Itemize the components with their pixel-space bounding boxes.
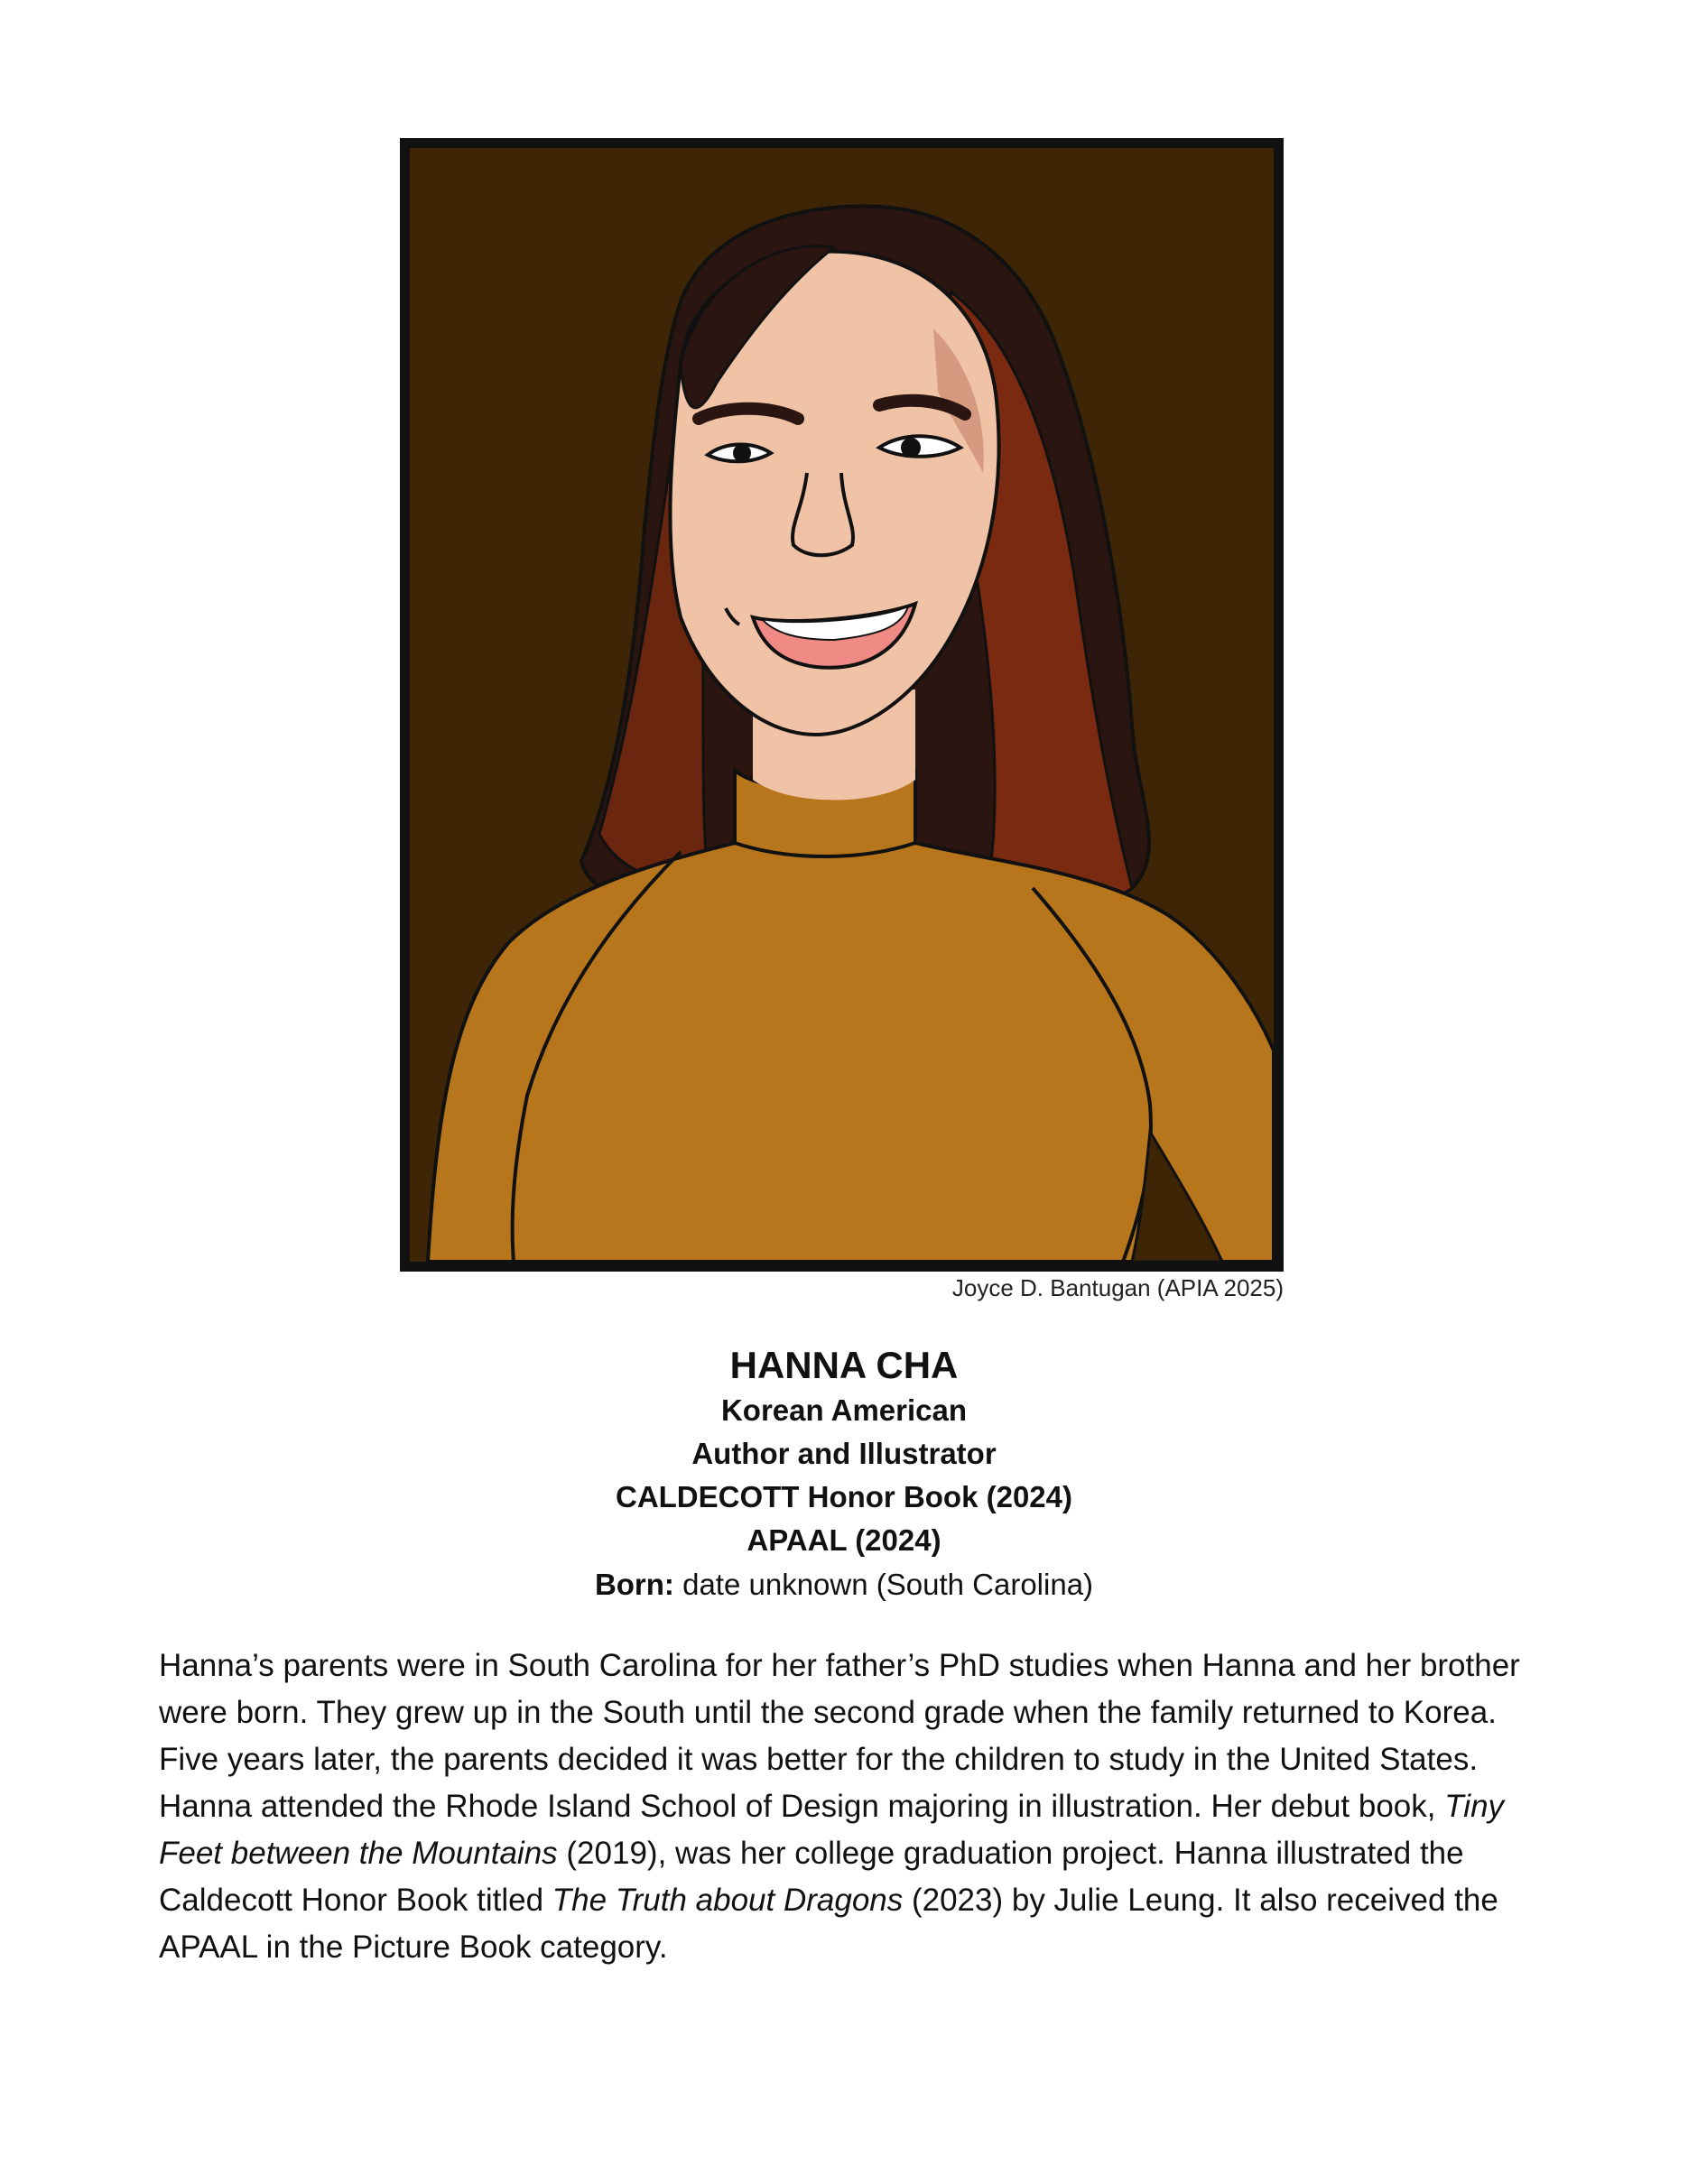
- author-name: HANNA CHA: [729, 1344, 959, 1386]
- biography: [159, 1643, 1549, 1971]
- bio-part-1: Hanna’s parents were in South Carolina for her father’s PhD studies when Hanna and her brother were born. They grew up in the South until the second grade when the family returned to Korea. Five years later, the parents decided it was better for the children to study in the United States. Hanna attended the Rhode Island School of Design majoring in illustration. Her debut book,: [159, 1648, 1520, 1824]
- bio-part-2: (2019), was her college graduation project. Hanna illustrated the Caldecott Honor Book titled: [159, 1836, 1464, 1918]
- book-title-tiny-feet: Tiny Feet between the Mountains: [159, 1789, 1505, 1871]
- award-caldecott: CALDECOTT Honor Book (2024): [615, 1480, 1073, 1513]
- born-line: [0, 1562, 1688, 1607]
- illustration-credit: Joyce D. Bantugan (APIA 2025): [951, 1274, 1284, 1301]
- portrait-frame: [400, 138, 1284, 1272]
- born-value: date unknown (South Carolina): [673, 1568, 1094, 1601]
- born-label: Born:: [594, 1568, 674, 1601]
- book-title-truth-about-dragons: The Truth about Dragons: [552, 1883, 904, 1918]
- heritage: Korean American: [720, 1393, 968, 1427]
- profile-header: [0, 1342, 1688, 1607]
- bio-part-3: (2023) by Julie Leung. It also received the APAAL in the Picture Book category.: [159, 1883, 1498, 1965]
- pupil-right: [901, 438, 921, 458]
- pupil-left: [733, 444, 751, 462]
- role: Author and Illustrator: [691, 1437, 997, 1470]
- portrait-illustration: [410, 148, 1274, 1262]
- award-apaal: APAAL (2024): [747, 1523, 941, 1557]
